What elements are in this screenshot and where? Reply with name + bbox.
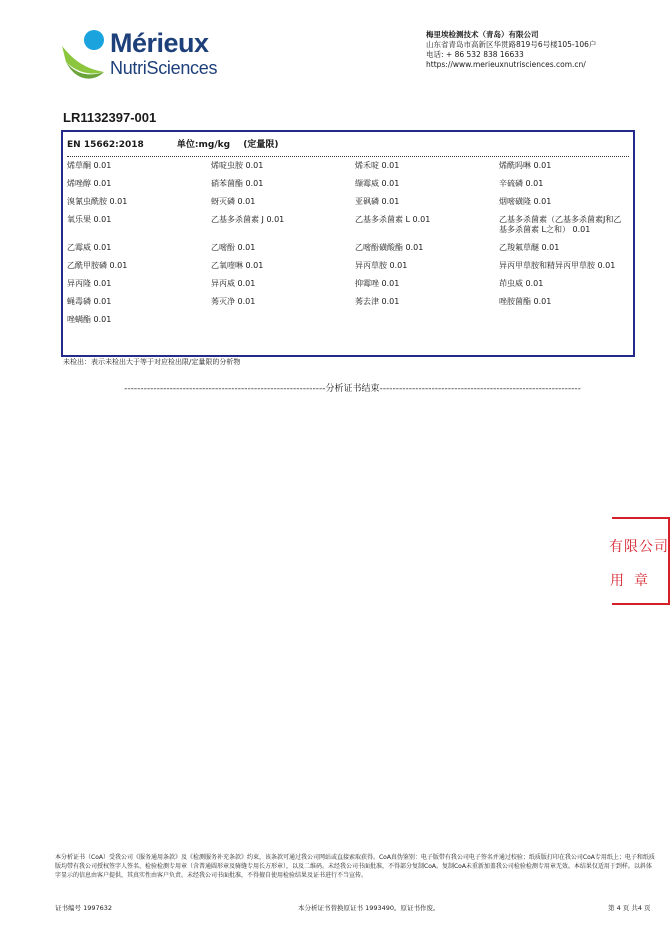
certificate-number: 证书编号 1997632 [55,904,113,912]
analyte-cell: 蝇毒磷 0.01 [67,297,112,306]
analyte-cell: 烟嘧磺隆 0.01 [499,197,552,206]
analyte-cell: 异丙甲草胺和精异丙甲草胺 0.01 [499,261,616,270]
company-name: 梅里埃检测技术（青岛）有限公司 [426,30,539,39]
analyte-cell: 蚜灭磷 0.01 [211,197,256,206]
company-url[interactable]: https://www.merieuxnutrisciences.com.cn/ [426,60,586,69]
analyte-cell: 茚虫威 0.01 [499,279,544,288]
unit-label: 单位:mg/kg [176,140,231,150]
analyte-cell: 异丙隆 0.01 [67,279,112,288]
results-header [67,137,278,150]
analyte-cell: 乙嘧酚磺酸酯 0.01 [355,243,424,252]
dotted-divider [67,156,629,157]
analyte-cell: 乙嘧酚 0.01 [211,243,256,252]
analyte-cell: 乙霉威 0.01 [67,243,112,252]
table-row [67,215,627,243]
analyte-cell: 乙酰甲胺磷 0.01 [67,261,128,270]
analyte-cell: 烯唑醇 0.01 [67,179,112,188]
analyte-cell: 亚砜磷 0.01 [355,197,400,206]
analyte-cell: 辛硫磷 0.01 [499,179,544,188]
company-address: 山东省青岛市高新区华贯路819号6号楼105-106户 [426,40,597,49]
page-number: 第 4 页 共4 页 [608,904,651,912]
dash-right: -------------------------------------------------------------- [379,384,581,394]
table-row [67,279,627,297]
analyte-cell: 异丙草胺 0.01 [355,261,408,270]
company-phone: 电话: + 86 532 838 16633 [426,50,524,59]
table-row [67,297,627,315]
footnote: 未检出：表示未检出大于等于对应检出限/定量限的分析物 [63,358,241,366]
analyte-cell: 莠去津 0.01 [355,297,400,306]
end-of-certificate [55,381,650,394]
analyte-cell: 硝苯菌酯 0.01 [211,179,264,188]
analyte-cell: 乙基多杀菌素（乙基多杀菌素J和乙基多杀菌素 L之和） 0.01 [499,215,622,234]
dash-left: -------------------------------------------------------------- [124,384,326,394]
analyte-cell: 烯草酮 0.01 [67,161,112,170]
replacement-note: 本分析证书替换原证书 1993490。原证书作废。 [298,904,440,912]
company-info [426,30,596,70]
analyte-cell: 溴氰虫酰胺 0.01 [67,197,128,206]
analyte-cell [211,315,355,333]
table-row [67,261,627,279]
analyte-cell [355,315,499,333]
analyte-cell: 乙羧氟草醚 0.01 [499,243,560,252]
results-grid [67,161,627,333]
company-seal [609,517,670,605]
disclaimer-text: 本分析证书（CoA）受我公司《服务通用条款》及《检测服务补充条款》约束，该条款可通过我公司网站或直接索取获得。CoA真伪鉴别：电子版带有我公司电子签名并通过校验；纸质版打印在我公司CoA专用纸上；电子和纸质版均带有我公司授权签字人签名、检验检测专用章（含普通圆形章及骑缝专用长方形章），以及二维码。未经我公司书面批准，不得部分复制CoA。复制CoA未重新加盖我公司检验检测专用章无效。本结果仅适用于到样。以斜体字显示的信息由客户提供，其真实性由客户负责。未经我公司书面批准，不得擅自使用检验结果及证书进行不当宣传。 [55,854,655,879]
merieux-logo [60,28,240,88]
analyte-cell: 唑胺菌酯 0.01 [499,297,552,306]
analyte-cell: 烯禾啶 0.01 [355,161,400,170]
table-row [67,161,627,179]
analyte-cell: 唑螨酯 0.01 [67,315,112,324]
seal-line1: 有限公司 [609,539,669,555]
logo-mark-icon [60,28,110,86]
table-row [67,179,627,197]
analyte-cell: 乙基多杀菌素 L 0.01 [355,215,431,224]
analyte-cell: 烯酰吗啉 0.01 [499,161,552,170]
logo-line1: Mérieux [110,28,209,58]
table-row [67,243,627,261]
end-label: 分析证书结束 [325,384,380,394]
analyte-cell: 抑霉唑 0.01 [355,279,400,288]
analyte-cell: 异丙威 0.01 [211,279,256,288]
analyte-cell [499,315,627,333]
results-box [61,130,635,357]
seal-line2: 用章 [610,573,658,589]
analyte-cell: 莠灭净 0.01 [211,297,256,306]
method-standard: EN 15662:2018 [67,140,144,150]
analyte-cell: 乙基多杀菌素 J 0.01 [211,215,285,224]
logo-line2: NutriSciences [110,58,218,78]
table-row [67,315,627,333]
analyte-cell: 乙氧喹啉 0.01 [211,261,264,270]
table-row [67,197,627,215]
analyte-cell: 缬霉威 0.01 [355,179,400,188]
report-id: LR1132397-001 [63,110,157,125]
analyte-cell: 氧乐果 0.01 [67,215,112,224]
limit-label: (定量限) [243,140,279,150]
analyte-cell: 烯啶虫胺 0.01 [211,161,264,170]
